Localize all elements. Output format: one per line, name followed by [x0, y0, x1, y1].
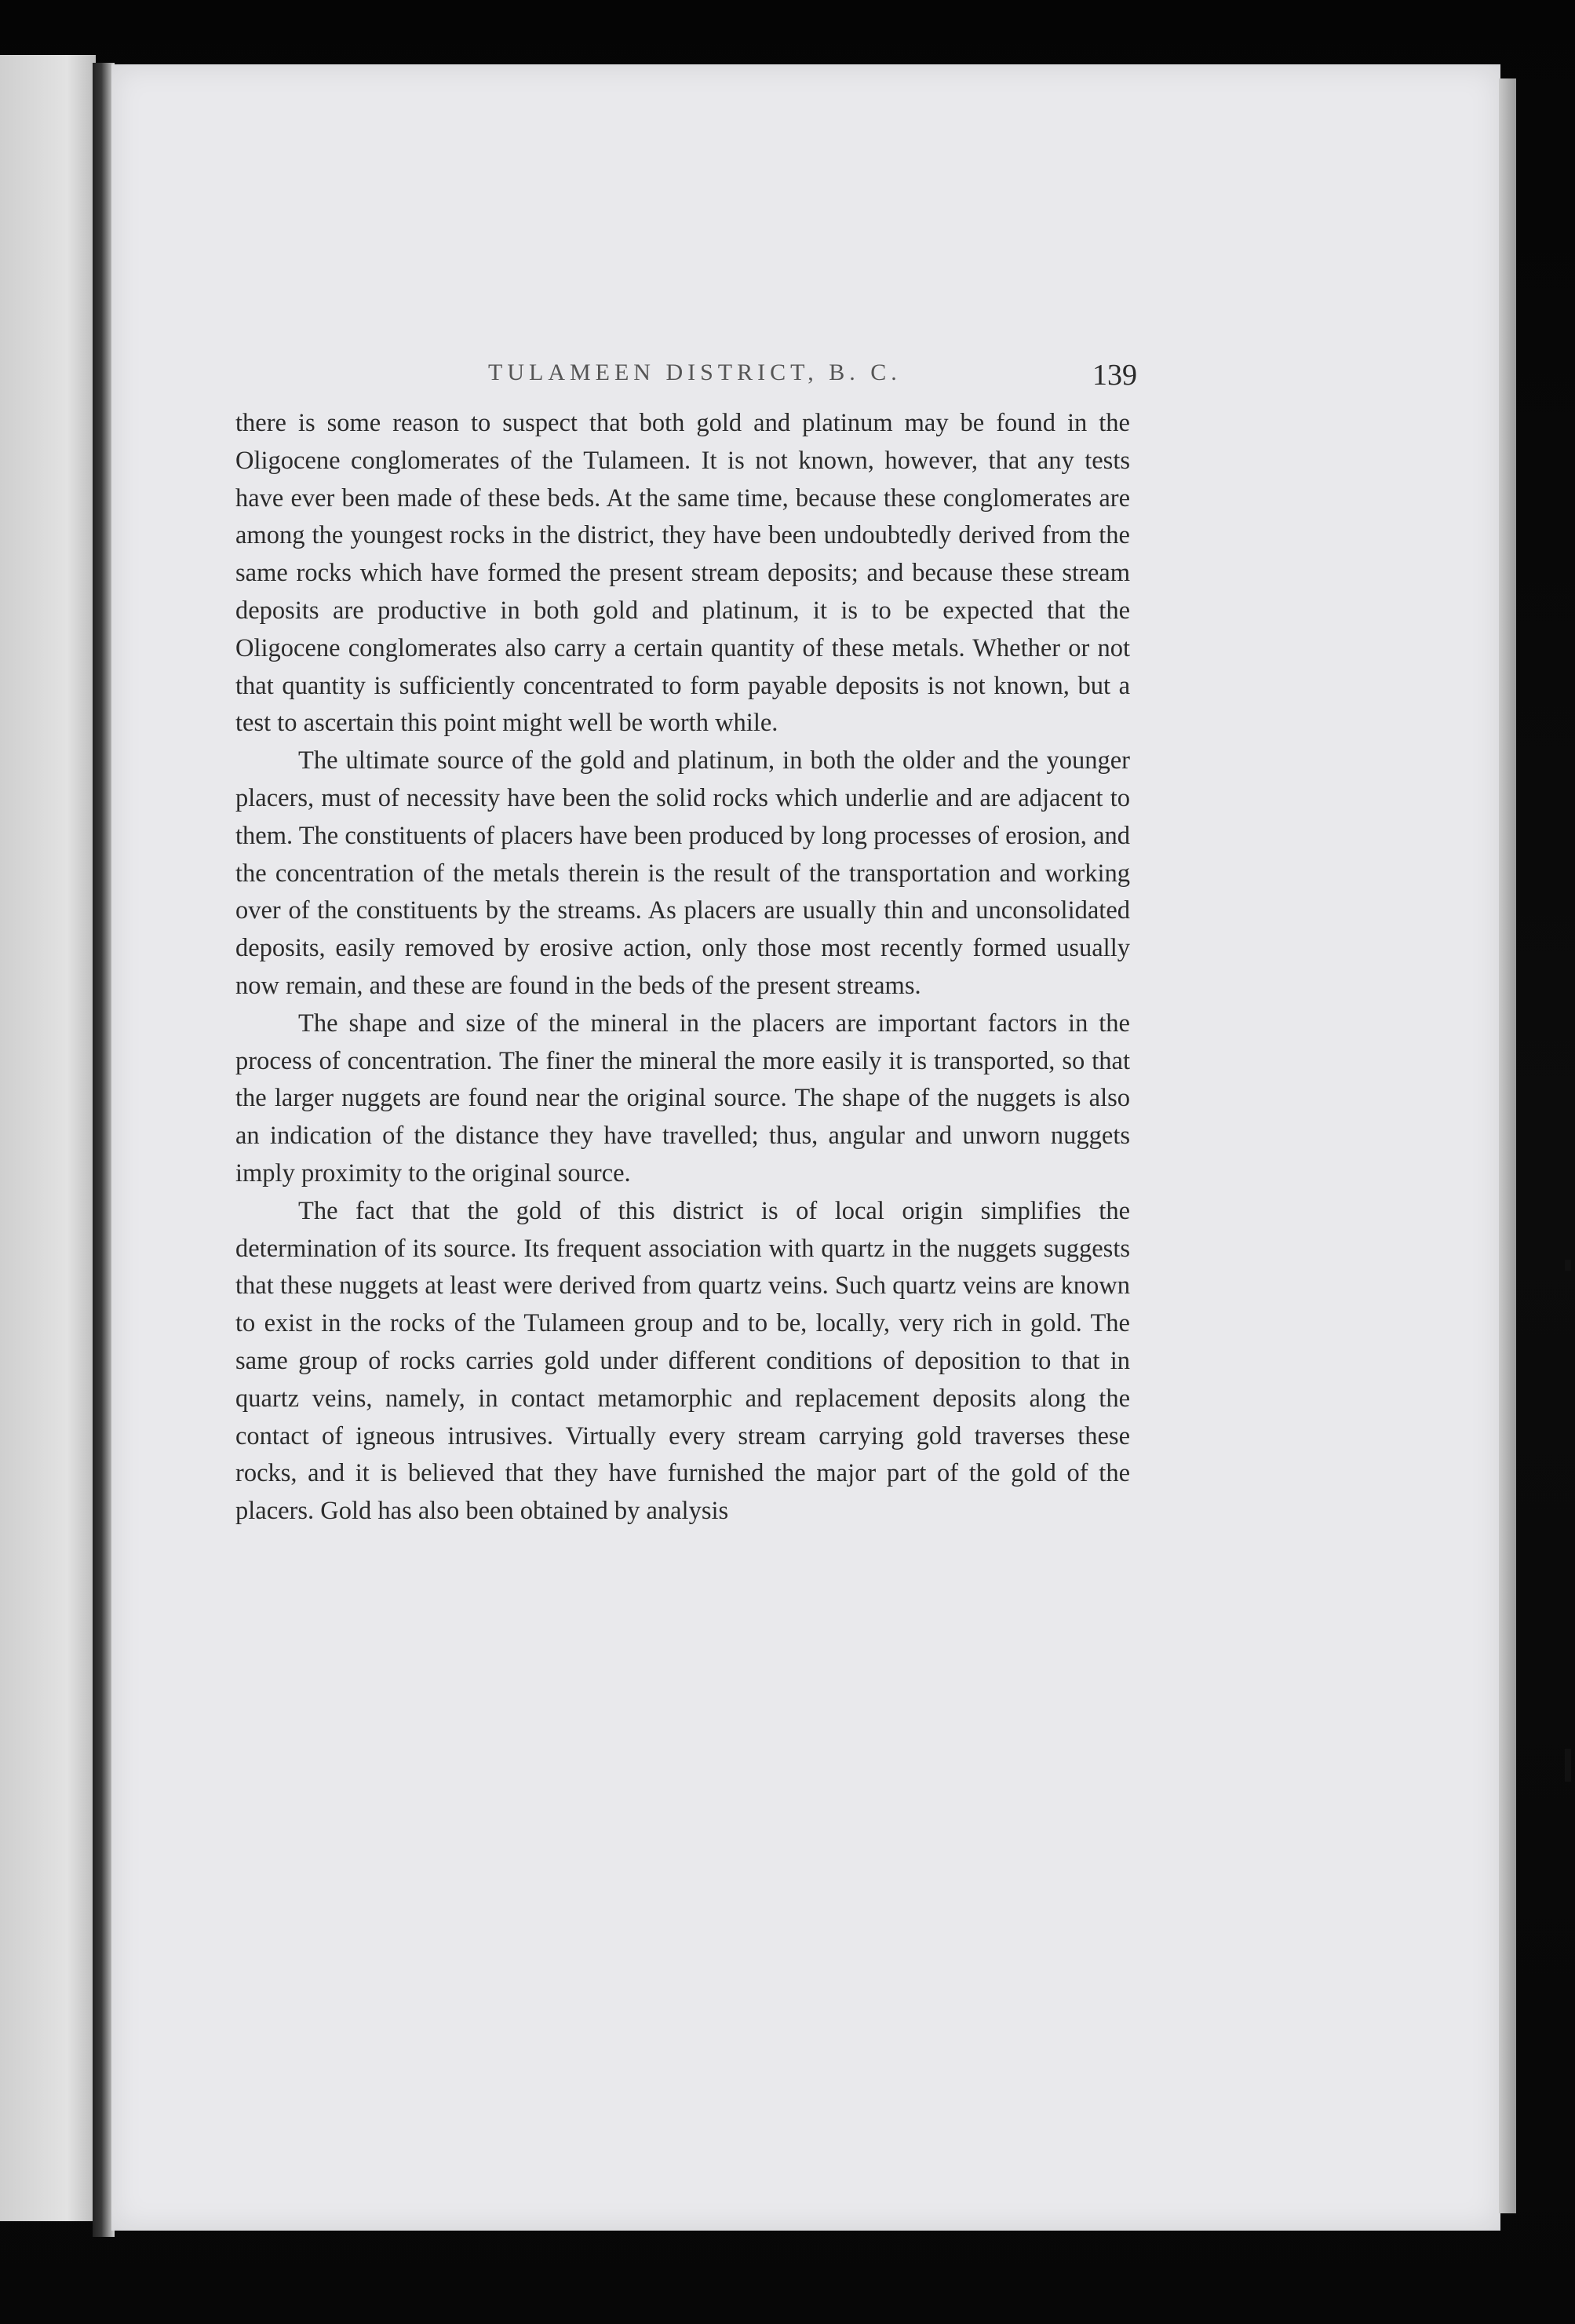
- paragraph: The fact that the gold of this district is of local origin simplifies the determination of its source. Its frequent association with quartz in the nuggets suggests that these nuggets at least were derived from quartz veins. Such quartz veins are known to exist in the rocks of the Tulameen group and to be, locally, very rich in gold. The same group of rocks carries gold under different conditions of deposition to that in quartz veins, namely, in contact metamorphic and replacement deposits along the contact of igneous intrusives. Virtually every stream carrying gold traverses these rocks, and it is believed that they have furnished the major part of the gold of the placers. Gold has also been obtained by analysis: [235, 1196, 1130, 1526]
- paragraph: there is some reason to suspect that both gold and platinum may be found in the Oligocene conglomerates of the Tulameen. It is not known, however, that any tests have ever been made of these beds. At the same time, because these conglomerates are among the youngest rocks in the district, they have been undoubtedly derived from the same rocks which have formed the present stream deposits; and because these stream deposits are productive in both gold and platinum, it is to be expected that the Oligocene conglomerates also carry a certain quantity of these metals. Whether or not that quantity is sufficiently concentrated to form payable deposits is not known, but a test to ascertain this point might well be worth while.: [235, 409, 1130, 738]
- paragraph: The ultimate source of the gold and platinum, in both the older and the younger placers, must of necessity have been the solid rocks which underlie and are adjacent to them. The constituents of placers have been produced by long processes of erosion, and the concentration of the metals therein is the result of the transportation and working over of the constituents by the streams. As placers are usually thin and unconsolidated deposits, easily removed by erosive action, only those most recently formed usually now remain, and these are found in the beds of the present streams.: [235, 746, 1130, 1000]
- page-right-edge: [1499, 78, 1516, 2213]
- scan-edge-mark: [1565, 1260, 1571, 1271]
- scan-edge-mark: [1565, 1749, 1571, 1782]
- facing-page-edge: [0, 55, 96, 2221]
- page-number: 139: [1092, 359, 1137, 392]
- running-head: TULAMEEN DISTRICT, B. C.: [488, 359, 902, 385]
- body-text: [235, 405, 1130, 1530]
- paragraph: The shape and size of the mineral in the placers are important factors in the process of concentration. The finer the mineral the more easily it is transported, so that the larger nuggets are found near the original source. The shape of the nuggets is also an indication of the distance they have travelled; thus, angular and unworn nuggets imply proximity to the original source.: [235, 1009, 1130, 1188]
